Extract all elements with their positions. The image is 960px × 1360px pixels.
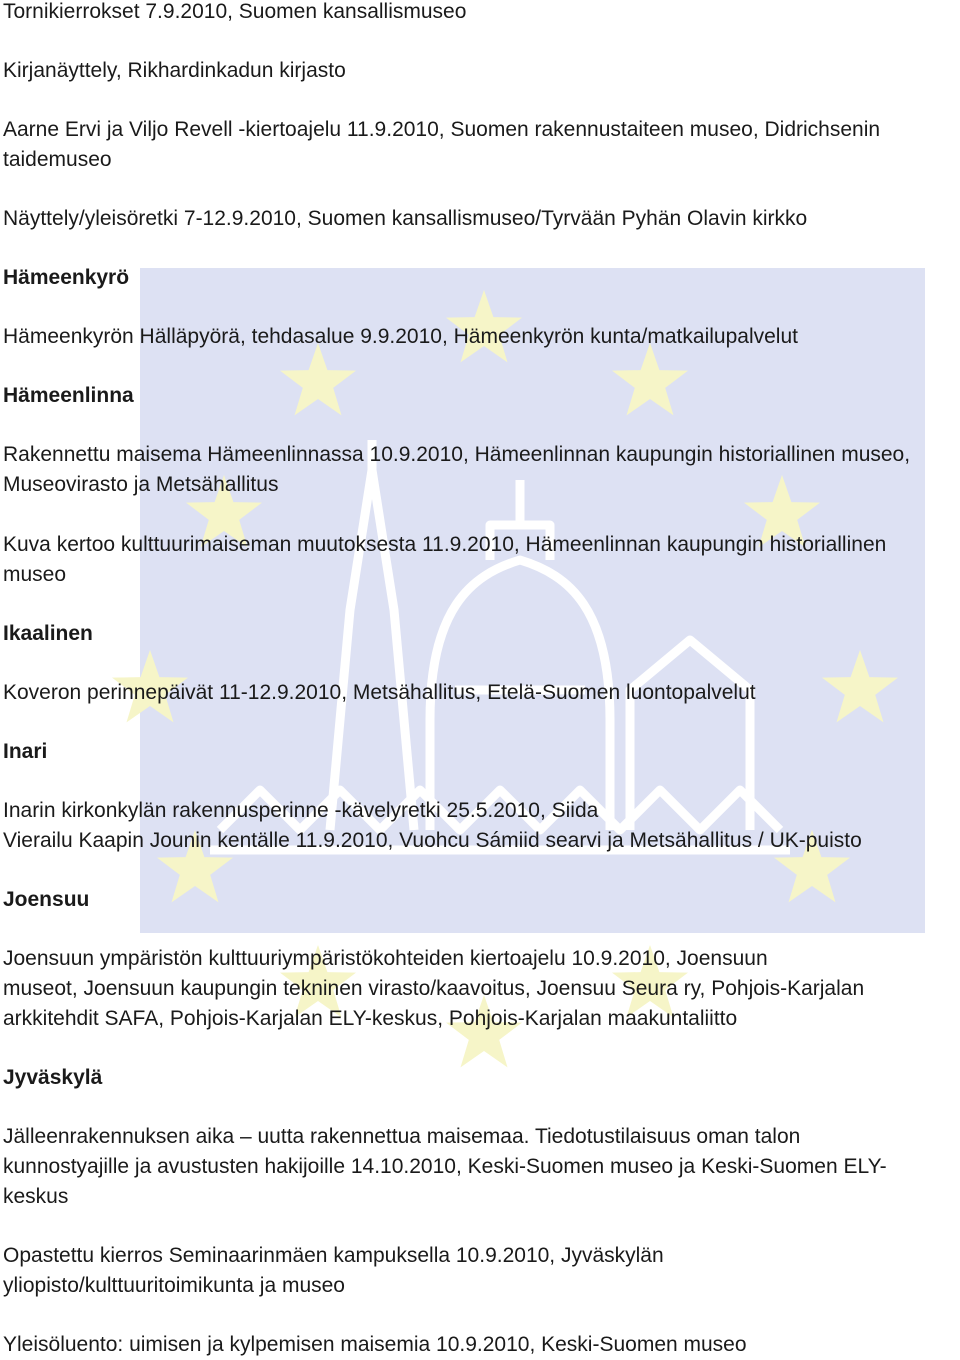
event-line: Kuva kertoo kulttuurimaiseman muutoksesta 11.9.2010, Hämeenlinnan kaupungin historiallinen bbox=[3, 533, 887, 556]
event-line: arkkitehdit SAFA, Pohjois-Karjalan ELY-keskus, Pohjois-Karjalan maakuntaliitto bbox=[3, 1007, 738, 1030]
event-line: Museovirasto ja Metsähallitus bbox=[3, 473, 279, 496]
event-line: Hämeenkyrön Hälläpyörä, tehdasalue 9.9.2010, Hämeenkyrön kunta/matkailupalvelut bbox=[3, 325, 798, 348]
city-heading: Hämeenkyrö bbox=[3, 266, 130, 289]
event-line: Inarin kirkonkylän rakennusperinne -kävelyretki 25.5.2010, Siida bbox=[3, 799, 599, 822]
city-heading: Inari bbox=[3, 740, 48, 763]
event-line: keskus bbox=[3, 1185, 69, 1208]
city-heading: Hämeenlinna bbox=[3, 384, 134, 407]
event-line: Joensuun ympäristön kulttuuriympäristökohteiden kiertoajelu 10.9.2010, Joensuun bbox=[3, 947, 768, 970]
city-heading: Joensuu bbox=[3, 888, 90, 911]
event-line: Rakennettu maisema Hämeenlinnassa 10.9.2010, Hämeenlinnan kaupungin historiallinen museo, bbox=[3, 443, 911, 466]
event-line: museot, Joensuun kaupungin tekninen virasto/kaavoitus, Joensuu Seura ry, Pohjois-Karjalan bbox=[3, 977, 865, 1000]
event-line: yliopisto/kulttuuritoimikunta ja museo bbox=[3, 1274, 345, 1297]
event-line: Kirjanäyttely, Rikhardinkadun kirjasto bbox=[3, 59, 346, 82]
city-heading: Ikaalinen bbox=[3, 622, 93, 645]
event-line: kunnostyajille ja avustusten hakijoille 14.10.2010, Keski-Suomen museo ja Keski-Suomen ELY- bbox=[3, 1155, 887, 1178]
event-line: taidemuseo bbox=[3, 148, 112, 171]
event-line: Jälleenrakennuksen aika – uutta rakennettua maisemaa. Tiedotustilaisuus oman talon bbox=[3, 1125, 801, 1148]
event-line: Yleisöluento: uimisen ja kylpemisen maisemia 10.9.2010, Keski-Suomen museo bbox=[3, 1333, 747, 1356]
event-line: Vierailu Kaapin Jounin kentälle 11.9.2010, Vuohcu Sámiid searvi ja Metsähallitus / UK-puisto bbox=[3, 829, 862, 852]
city-heading: Jyväskylä bbox=[3, 1066, 103, 1089]
event-line: museo bbox=[3, 563, 67, 586]
event-line: Tornikierrokset 7.9.2010, Suomen kansallismuseo bbox=[3, 0, 467, 23]
event-line: Opastettu kierros Seminaarinmäen kampuksella 10.9.2010, Jyväskylän bbox=[3, 1244, 664, 1267]
event-line: Aarne Ervi ja Viljo Revell -kiertoajelu 11.9.2010, Suomen rakennustaiteen museo, Didrichsenin bbox=[3, 118, 881, 141]
event-line: Koveron perinnepäivät 11-12.9.2010, Metsähallitus, Etelä-Suomen luontopalvelut bbox=[3, 681, 756, 704]
event-line: Näyttely/yleisöretki 7-12.9.2010, Suomen kansallismuseo/Tyrvään Pyhän Olavin kirkko bbox=[3, 207, 808, 230]
